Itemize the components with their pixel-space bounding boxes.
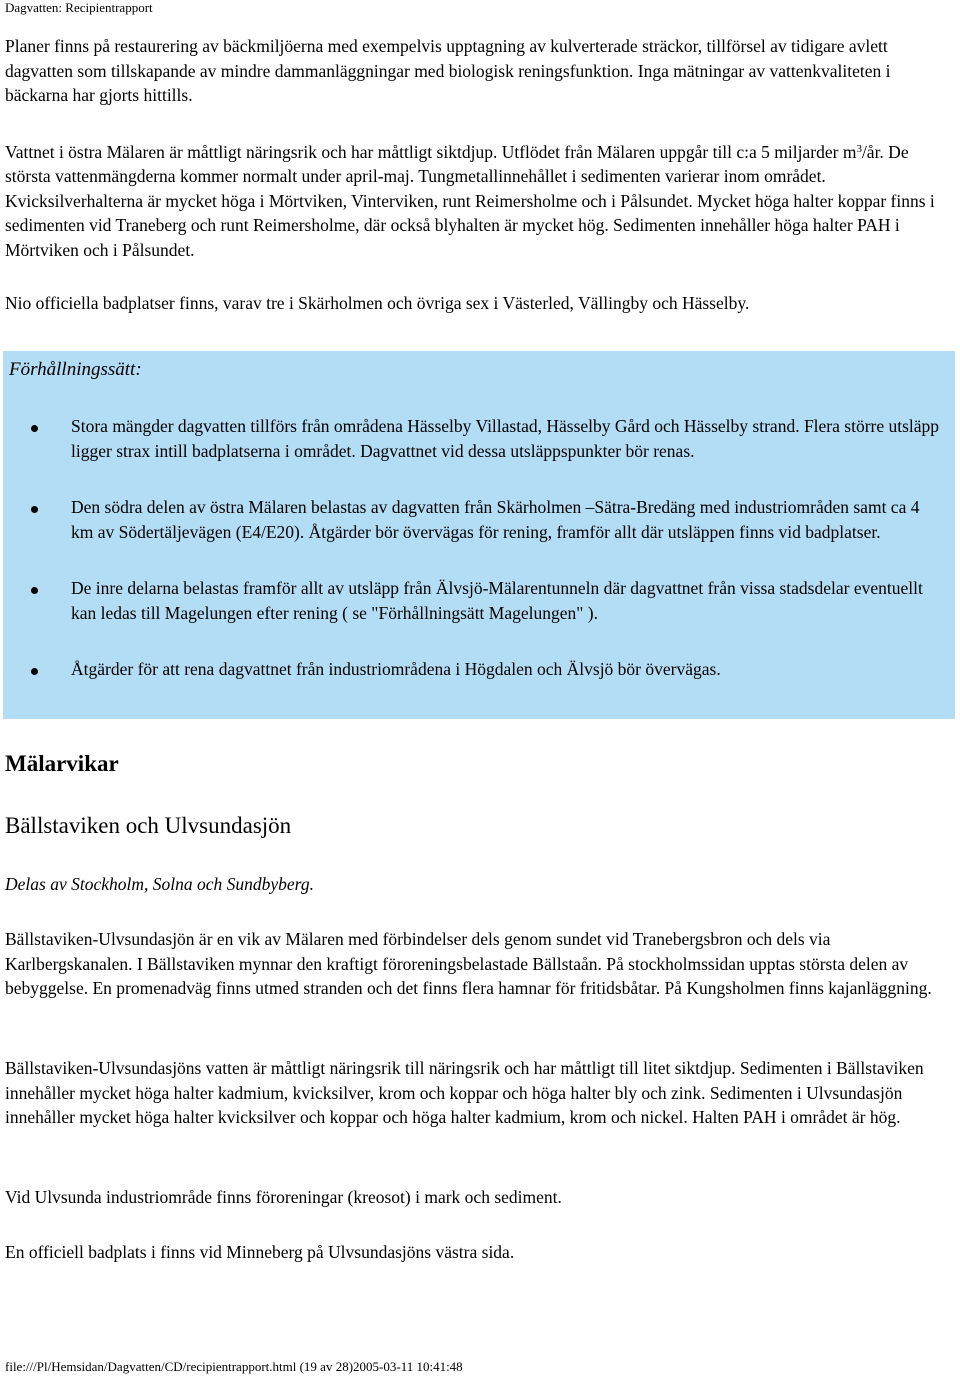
section-heading: Mälarvikar [5, 751, 119, 776]
approach-bullet-item [71, 576, 943, 625]
approach-bullet-text: Stora mängder dagvatten tillförs från områdena Hässelby Villastad, Hässelby Gård och Hässelby strand. Flera större utsläpp ligger strax intill badplatserna i området. Dagvattnet vid dessa utsläppspunkter bör renas. [71, 416, 940, 461]
approach-bullet-text: Åtgärder för att rena dagvattnet från industriområdena i Högdalen och Älvsjö bör övervägas. [71, 659, 721, 679]
intro-paragraph-bathing-sites: Nio officiella badplatser finns, varav tre i Skärholmen och övriga sex i Västerled, Vällingby och Hässelby. [5, 293, 750, 313]
description-paragraph: Bällstaviken-Ulvsundasjön är en vik av Mälaren med förbindelser dels genom sundet vid Tranebergsbron och dels via Karlbergskanalen. I Bällstaviken mynnar den kraftigt föroreningsbelastade Bällstaån. På stockholmssidan upptas största delen av bebyggelse. En promenadväg finns utmed stranden och det finns flera hamnar för fritidsbåtar. På Kungsholmen finns kajanläggning. [5, 929, 932, 998]
approach-bullet-item [71, 495, 943, 544]
approach-box-title: Förhållningssätt: [9, 359, 142, 380]
intro-paragraph-restoration: Planer finns på restaurering av bäckmiljöerna med exempelvis upptagning av kulverterade sträckor, tillförsel av tidigare avlett dagvatten som tillskapande av mindre dammanläggningar med biologisk reningsfunktion. Inga mätningar av vattenkvaliteten i bäckarna har gjorts hittills. [5, 36, 891, 105]
bathing-site-paragraph: En officiell badplats i finns vid Minneberg på Ulvsundasjöns västra sida. [5, 1242, 515, 1262]
bullet-dot-icon [31, 668, 38, 675]
text-segment: /år. De största vattenmängderna kommer normalt under april-maj. Tungmetallinnehållet i sedimenten varierar inom området. Kvicksilverhalterna är mycket höga i Mörtviken, Vinterviken, runt Reimersholme och i Pålsundet. Mycket höga halter koppar finns i sedimenten vid Traneberg och runt Reimersholme, där också blyhalten är mycket hög. Sedimenten innehåller höga halter PAH i Mörtviken och i Pålsundet. [5, 141, 935, 260]
sediment-paragraph: Bällstaviken-Ulvsundasjöns vatten är måttligt näringsrik till näringsrik och har måttligt till litet siktdjup. Sedimenten i Bällstaviken innehåller mycket höga halter kadmium, kvicksilver, krom och koppar och höga halter bly och zink. Sedimenten i Ulvsundasjön innehåller mycket höga halter kvicksilver och koppar och höga halter kadmium, krom och nickel. Halten PAH i området är hög. [5, 1058, 924, 1127]
text-segment: Vattnet i östra Mälaren är måttligt näringsrik och har måttligt siktdjup. Utflödet från Mälaren uppgår till c:a 5 miljarder m [5, 141, 857, 162]
superscript-3: 3 [856, 142, 862, 155]
intro-paragraph-water-quality [5, 140, 955, 263]
approach-bullet-item [71, 657, 943, 682]
bullet-dot-icon [31, 425, 38, 432]
owners-note: Delas av Stockholm, Solna och Sundbyberg. [5, 874, 314, 894]
page-footer-path: file:///Pl/Hemsidan/Dagvatten/CD/recipientrapport.html (19 av 28)2005-03-11 10:41:48 [5, 1359, 463, 1374]
approach-bullet-text: De inre delarna belastas framför allt av utsläpp från Älvsjö-Mälarentunneln där dagvattnet från vissa stadsdelar eventuellt kan ledas till Magelungen efter rening ( se "Förhållningsätt Magelungen" ). [71, 578, 923, 623]
approach-bullet-text: Den södra delen av östra Mälaren belastas av dagvatten från Skärholmen –Sätra-Bredäng med industriområden samt ca 4 km av Södertäljevägen (E4/E20). Åtgärder bör övervägas för rening, framför allt där utsläppen finns vid badplatser. [71, 497, 920, 542]
subsection-heading: Bällstaviken och Ulvsundasjön [5, 813, 292, 838]
industry-paragraph: Vid Ulvsunda industriområde finns föroreningar (kreosot) i mark och sediment. [5, 1187, 562, 1207]
page-header-title: Dagvatten: Recipientrapport [5, 0, 153, 15]
intro-section [5, 34, 955, 348]
bullet-dot-icon [31, 587, 38, 594]
bullet-dot-icon [31, 506, 38, 513]
approach-bullet-item [71, 414, 943, 463]
